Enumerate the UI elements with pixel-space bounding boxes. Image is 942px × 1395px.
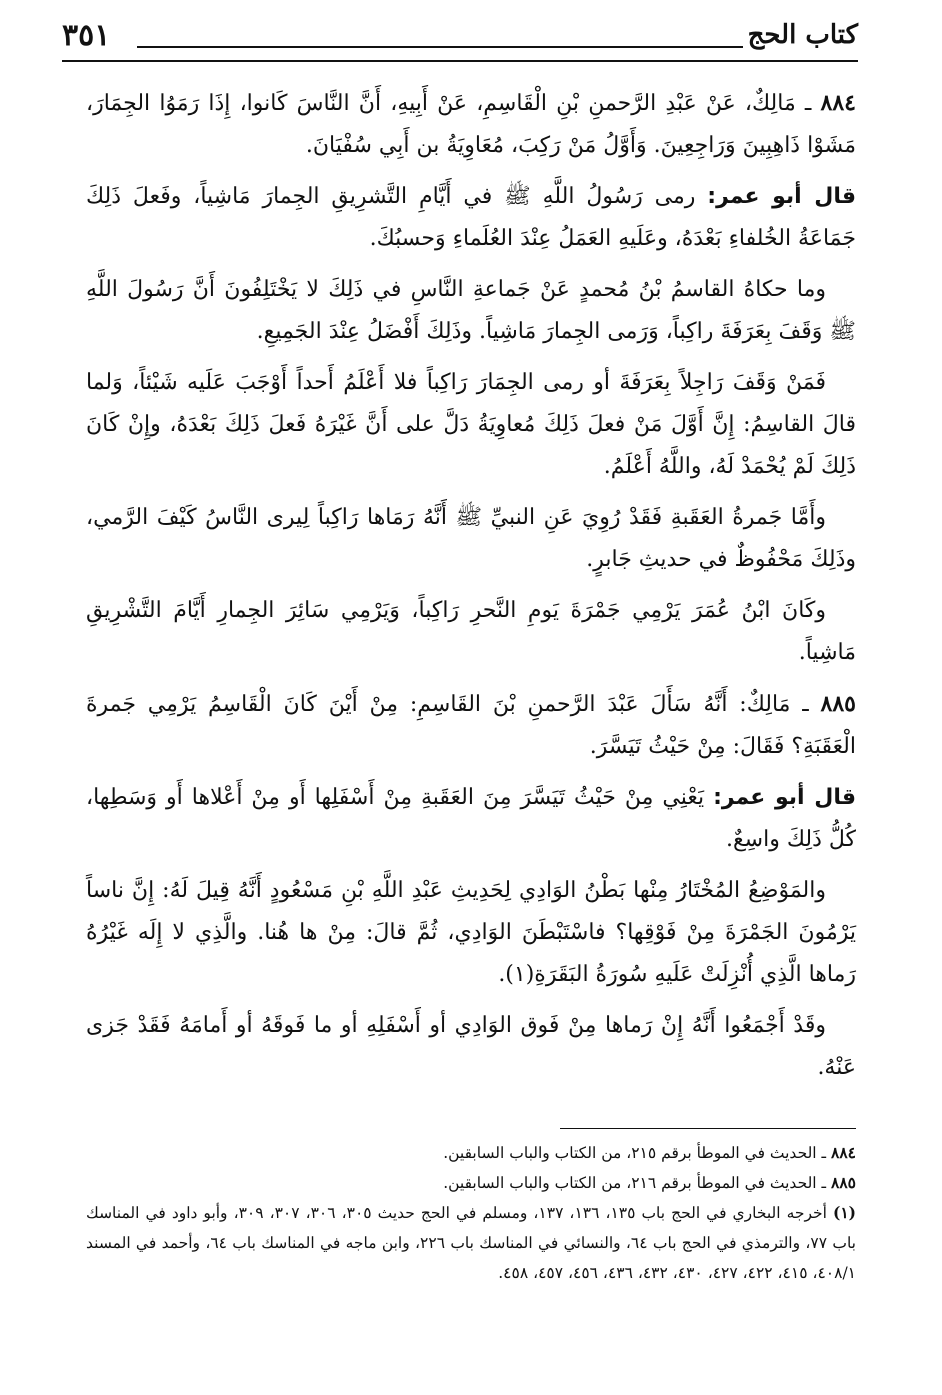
paragraph-text: رمى رَسُولُ اللَّهِ ﷺ في أَيَّامِ التَّشرِيقِ الجِمارَ مَاشِياً، وفَعلَ ذَلِكَ جَمَاعَةُ الخُلفاءِ بَعْدَهُ، وعَلَيهِ العَمَلُ عِنْدَ العُلَماءِ وَحسبُكَ. <box>86 184 856 251</box>
hadith-884 <box>86 82 856 167</box>
footnote-text: ـ الحديث في الموطأ برقم ٢١٦، من الكتاب والباب السابقين. <box>443 1174 827 1192</box>
footnote-number: (١) <box>832 1203 856 1222</box>
paragraph <box>86 1005 856 1089</box>
page-number: ٣٥١ <box>62 18 111 53</box>
header-divider <box>62 60 858 62</box>
header-rule <box>137 46 743 48</box>
paragraph <box>86 497 856 581</box>
paragraph-text: ـ مَالِكٌ: أَنَّهُ سَأَلَ عَبْدَ الرَّحمنِ بْنَ القَاسِمِ: مِنْ أَيْنَ كَانَ الْقَاسِمُ يَرْمِي جَمرةَ الْعَقَبَةِ؟ فَقَالَ: مِنْ حَيْثُ تَيَسَّرَ. <box>86 692 856 759</box>
paragraph <box>86 870 856 996</box>
footnote-divider <box>560 1128 856 1129</box>
commentary-label: قال أبو عمر: <box>713 785 857 810</box>
commentary-label: قال أبو عمر: <box>707 184 856 209</box>
commentary-paragraph <box>86 777 856 861</box>
paragraph-text: فَمَنْ وَقَفَ رَاجِلاً بِعَرَفَةَ أو رمى الجِمَارَ رَاكِباً فلا أَعْلَمُ أَحداً أَوْجَبَ عَلَيه شَيْئاً، وَلما قالَ القاسِمُ: إِنَّ أَوَّلَ مَنْ فعلَ ذَلِكَ مُعاوِيَةُ دَلَّ على أَنَّ غَيْرَهُ فَعلَ ذَلِكَ بَعْدَهُ، وإِنْ كَانَ ذَلِكَ لَمْ يُحْمَدْ لَهُ، واللَّهُ أَعْلَمُ. <box>86 370 856 479</box>
chapter-title: كتاب الحج <box>747 20 858 50</box>
page-header <box>62 18 858 60</box>
footnote-number: ٨٨٥ <box>831 1173 856 1192</box>
footnote <box>86 1168 856 1198</box>
footnote <box>86 1198 856 1288</box>
paragraph-text: وأَمَّا جَمرةُ العَقَبةِ فَقَدْ رُوِيَ عَنِ النبيِّ ﷺ أَنَّهُ رَمَاها رَاكِباً لِيرى النَّاسُ كَيْفَ الرَّمي، وذَلِكَ مَحْفُوظٌ في حديثِ جَابرٍ. <box>86 505 856 572</box>
footnote <box>86 1138 856 1168</box>
footnote-text: ـ الحديث في الموطأ برقم ٢١٥، من الكتاب والباب السابقين. <box>443 1144 827 1162</box>
paragraph-text: وقَدْ أَجْمَعُوا أَنَّهُ إِنْ رَماها مِنْ فَوق الوَادِي أو أَسْفَلِهِ أو ما فَوقَهُ أو أَمامَهُ فَقَدْ جَزى عَنْهُ. <box>86 1013 856 1080</box>
paragraph-text: وما حكاهُ القاسمُ بْنُ مُحمدٍ عَنْ جَماعةِ النَّاسِ في ذَلِكَ لا يَخْتَلِفُونَ أَنَّ رَسُولَ اللَّهِ ﷺ وَقَفَ بِعَرَفَةَ راكِباً، وَرَمى الجِمارَ مَاشِياً. وذَلِكَ أَفْضَلُ عِنْدَ الجَمِيعِ. <box>86 277 856 344</box>
hadith-number: ٨٨٤ <box>820 90 856 116</box>
main-text <box>86 82 856 1098</box>
footnotes <box>86 1138 856 1288</box>
footnote-number: ٨٨٤ <box>831 1143 856 1162</box>
paragraph-text: ـ مَالِكٌ، عَنْ عَبْدِ الرَّحمنِ بْنِ الْقَاسِمِ، عَنْ أَبِيهِ، أَنَّ النَّاسَ كَانوا، إِذَا رَمَوُا الجِمَارَ، مَشَوْا ذَاهِبِينَ وَرَاجِعِينَ. وَأَوَّلُ مَنْ رَكِبَ، مُعَاوِيَةُ بن أَبِي سُفْيَانَ. <box>86 91 856 158</box>
footnote-text: أخرجه البخاري في الحج باب ١٣٥، ١٣٦، ١٣٧، ومسلم في الحج حديث ٣٠٥، ٣٠٦، ٣٠٧، ٣٠٩، وأبو داود في المناسك باب ٧٧، والترمذي في الحج باب ٦٤، والنسائي في المناسك باب ٢٢٦، وابن ماجه في المناسك باب ٦٤، وأحمد في المسند ٤٠٨/١، ٤١٥، ٤٢٢، ٤٢٧، ٤٣٠، ٤٣٢، ٤٣٦، ٤٥٦، ٤٥٧، ٤٥٨. <box>86 1204 856 1282</box>
commentary-paragraph <box>86 176 856 260</box>
paragraph <box>86 590 856 674</box>
hadith-number: ٨٨٥ <box>820 691 856 717</box>
paragraph-text: يَعْنِي مِنْ حَيْثُ تَيَسَّرَ مِنَ العَقَبةِ مِنْ أَسْفَلِها أَو مِنْ أَعْلاها أَو وَسَطِها، كُلُّ ذَلِكَ واسِعٌ. <box>86 785 856 852</box>
paragraph <box>86 269 856 353</box>
paragraph-text: وكَانَ ابْنُ عُمَرَ يَرْمِي جَمْرَةَ يَومِ النَّحرِ رَاكِباً، وَيَرْمِي سَائِرَ الجِمارِ أَيَّامَ التَّشْرِيقِ مَاشِياً. <box>86 598 856 665</box>
paragraph <box>86 362 856 488</box>
hadith-885 <box>86 683 856 768</box>
paragraph-text: والمَوْضِعُ المُخْتَارُ مِنْها بَطْنُ الوَادِي لِحَدِيثِ عَبْدِ اللَّهِ بْنِ مَسْعُودٍ أَنَّهُ قِيلَ لَهُ: إِنَّ ناساً يَرْمُونَ الجَمْرَةَ مِنْ فَوْقِها؟ فاسْتَبْطَنَ الوَادِي، ثُمَّ قالَ: مِنْ ها هُنا. والَّذِي لا إِلَه غَيْرُهُ رَماها الَّذِي أُنْزِلَتْ عَلَيهِ سُورَةُ البَقَرَةِ(١). <box>86 878 856 987</box>
